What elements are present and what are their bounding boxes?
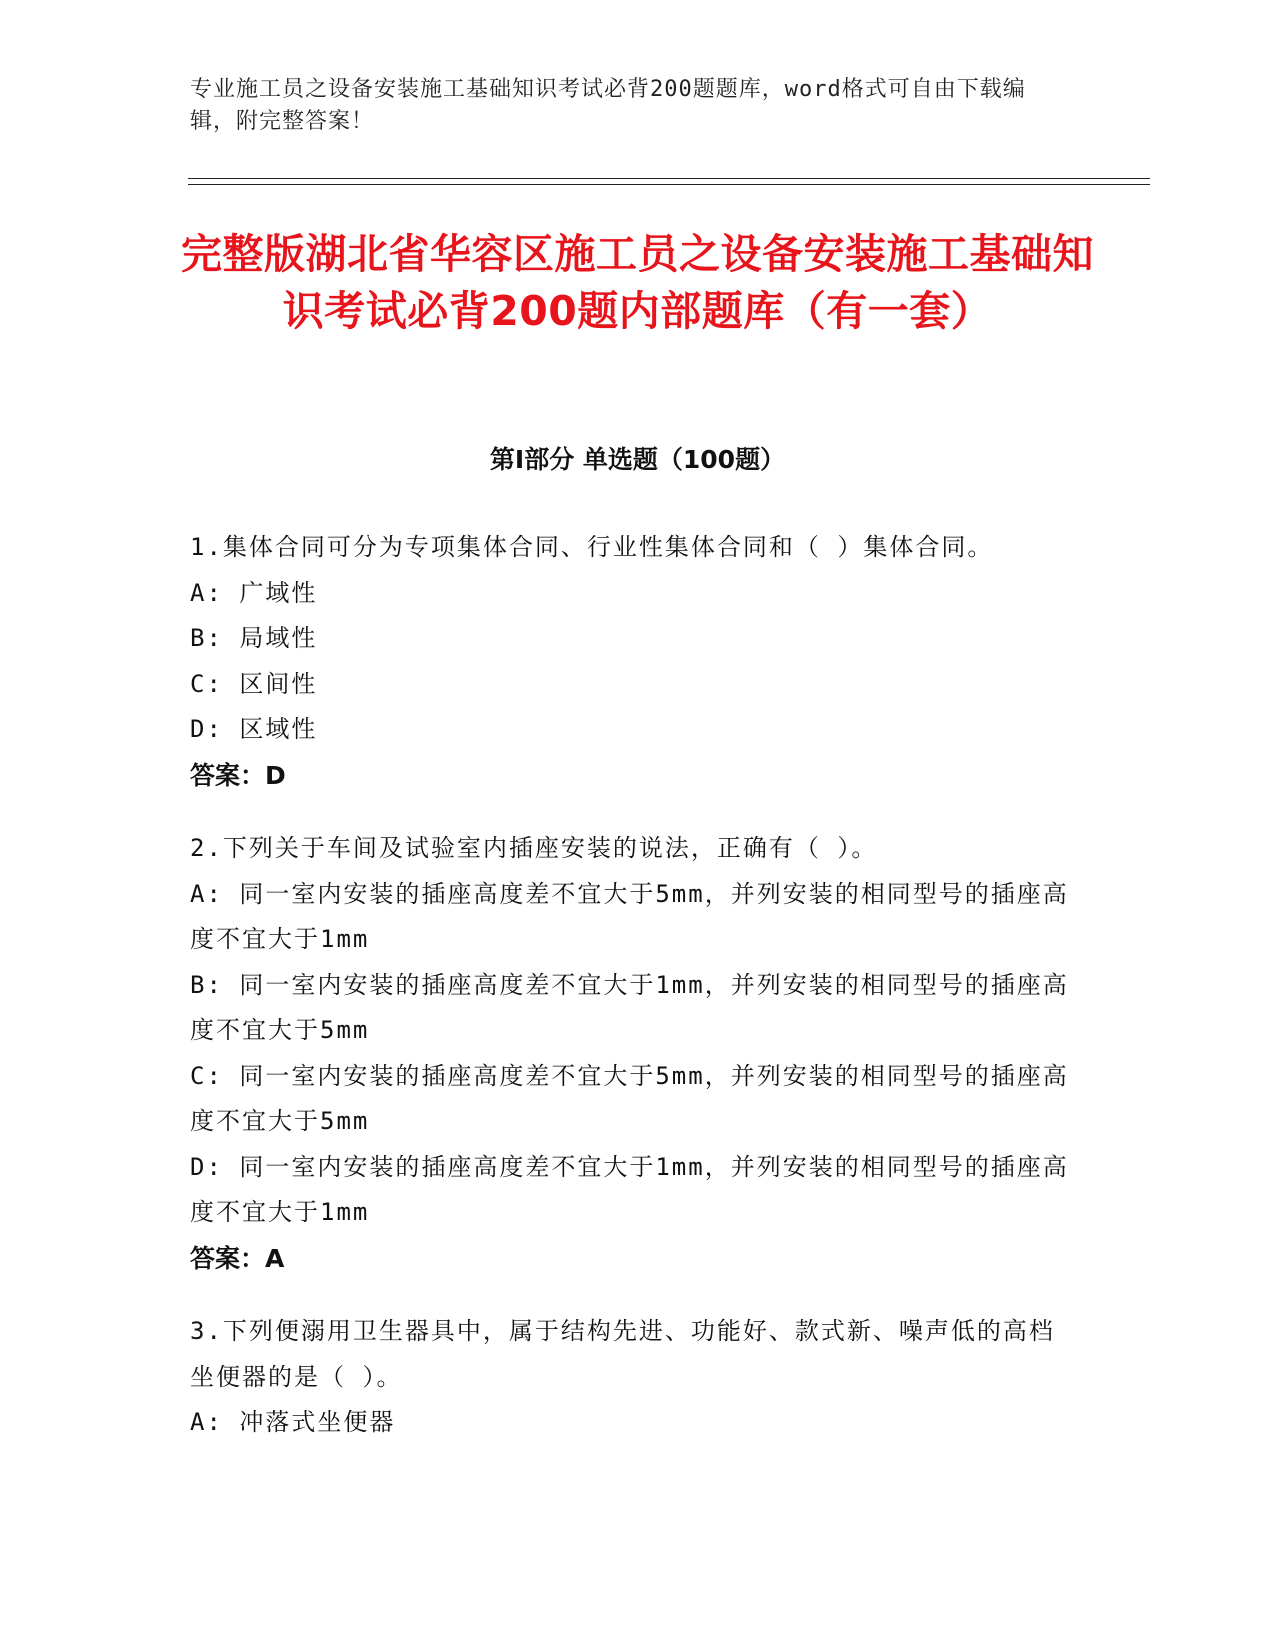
- option-a: [190, 872, 1070, 963]
- document-title: 完整版湖北省华容区施工员之设备安装施工基础知识考试必背200题内部题库（有一套）: [181, 230, 1094, 335]
- option-text: 区间性: [239, 669, 318, 698]
- header-rule-bottom: [188, 184, 1150, 185]
- option-text: 同一室内安装的插座高度差不宜大于1mm，并列安装的相同型号的插座高度不宜大于1mm: [190, 1152, 1069, 1226]
- option-c: [190, 662, 1070, 708]
- option-c: [190, 1054, 1070, 1145]
- option-text: 区域性: [239, 715, 318, 743]
- answer: 答案：D: [190, 760, 286, 790]
- question-3: [190, 1309, 1070, 1446]
- option-d: [190, 1145, 1070, 1236]
- option-letter: A:: [190, 1408, 223, 1436]
- option-letter: D:: [190, 715, 223, 743]
- option-letter: B:: [190, 970, 223, 999]
- option-text: 广域性: [239, 578, 318, 607]
- option-d: [190, 707, 1070, 753]
- question-list: [190, 525, 1070, 1474]
- question-stem: 3.下列便溺用卫生器具中，属于结构先进、功能好、款式新、噪声低的高档坐便器的是（ ）。: [190, 1317, 1055, 1391]
- option-letter: B:: [190, 624, 223, 652]
- option-letter: D:: [190, 1152, 223, 1181]
- option-text: 局域性: [239, 624, 318, 652]
- question-stem: 1.集体合同可分为专项集体合同、行业性集体合同和（ ）集体合同。: [190, 533, 994, 561]
- header-rule-top: [188, 178, 1150, 179]
- option-text: 同一室内安装的插座高度差不宜大于1mm，并列安装的相同型号的插座高度不宜大于5mm: [190, 970, 1069, 1044]
- question-2: [190, 826, 1070, 1281]
- option-text: 同一室内安装的插座高度差不宜大于5mm，并列安装的相同型号的插座高度不宜大于5mm: [190, 1061, 1069, 1135]
- option-letter: C:: [190, 669, 223, 698]
- option-a: [190, 1400, 1070, 1446]
- question-1: [190, 525, 1070, 798]
- option-letter: A:: [190, 578, 223, 607]
- option-b: [190, 616, 1070, 662]
- question-stem: 2.下列关于车间及试验室内插座安装的说法，正确有（ ）。: [190, 834, 878, 862]
- header-note: 专业施工员之设备安装施工基础知识考试必背200题题库，word格式可自由下载编辑，附完整答案！: [190, 77, 1026, 134]
- answer: 答案：A: [190, 1243, 285, 1273]
- option-b: [190, 963, 1070, 1054]
- option-text: 同一室内安装的插座高度差不宜大于5mm，并列安装的相同型号的插座高度不宜大于1mm: [190, 879, 1069, 953]
- option-text: 冲落式坐便器: [239, 1408, 396, 1436]
- option-a: [190, 571, 1070, 617]
- option-letter: C:: [190, 1061, 223, 1090]
- section-heading: 第I部分 单选题（100题）: [489, 445, 786, 474]
- option-letter: A:: [190, 879, 223, 908]
